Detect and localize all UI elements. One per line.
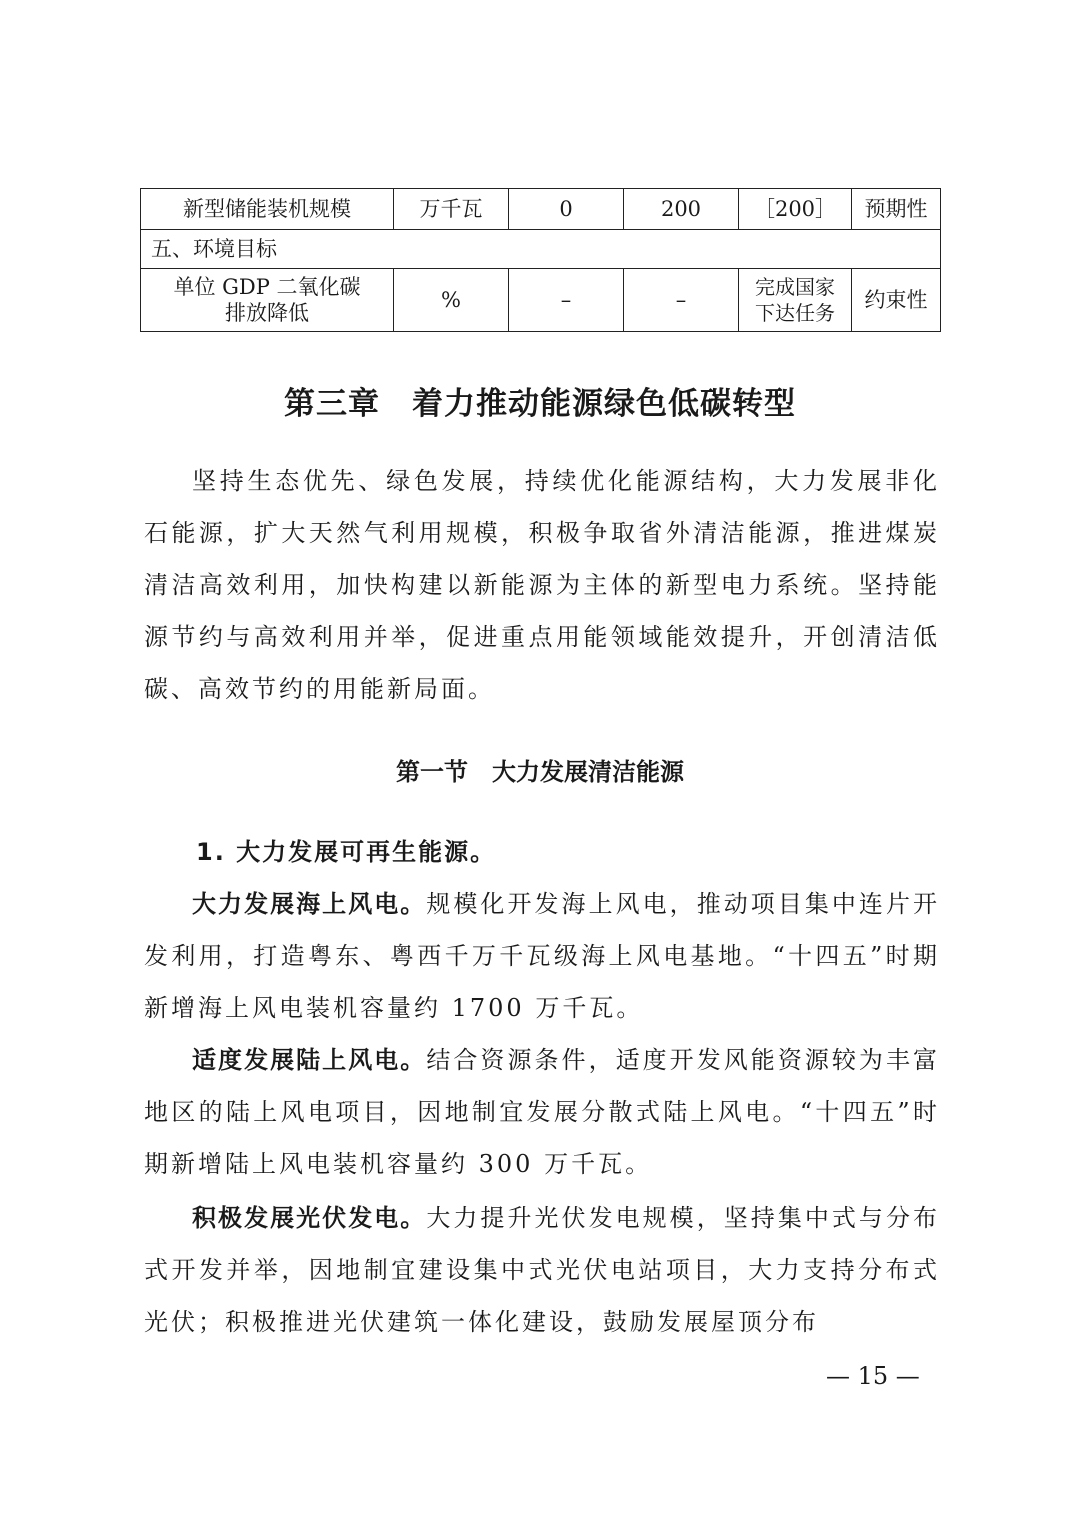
paragraph-solar [144,1192,940,1348]
target-cell [739,269,852,332]
paragraph-lead: 适度发展陆上风电。 [192,1046,427,1074]
value-cell: 200 [624,189,739,230]
paragraph-text: 大力提升光伏发电规模，坚持集中式与分布式开发并举，因地制宜建设集中式光伏电站项目，大力支持分布式光伏；积极推进光伏建筑一体化建设，鼓励发展屋顶分布 [144,1204,941,1336]
cumulative-cell: ［200］ [739,189,852,230]
value-cell: 0 [509,189,624,230]
targets-table [140,188,941,332]
paragraph-onshore-wind [144,1034,940,1190]
page-number: — 15 — [826,1362,920,1390]
table-row [141,189,941,230]
subheading: 1. 大力发展可再生能源。 [196,838,497,866]
indicator-cell: 新型储能装机规模 [141,189,394,230]
section-row-cell: 五、环境目标 [141,230,941,269]
value-cell: – [509,269,624,332]
indicator-line: 单位 GDP 二氧化碳 [173,275,361,299]
paragraph-text: 规模化开发海上风电，推动项目集中连片开发利用，打造粤东、粤西千万千瓦级海上风电基地。“十四五”时期新增海上风电装机容量约 1700 万千瓦。 [144,890,941,1022]
paragraph-lead: 大力发展海上风电。 [192,890,427,918]
unit-cell: % [394,269,509,332]
target-line: 下达任务 [755,301,835,325]
unit-cell: 万千瓦 [394,189,509,230]
table-row [141,230,941,269]
chapter-title: 第三章 着力推动能源绿色低碳转型 [284,386,796,422]
intro-paragraph: 坚持生态优先、绿色发展，持续优化能源结构，大力发展非化石能源，扩大天然气利用规模，积极争取省外清洁能源，推进煤炭清洁高效利用，加快构建以新能源为主体的新型电力系统。坚持能源节约与高效利用并举，促进重点用能领域能效提升，开创清洁低碳、高效节约的用能新局面。 [144,467,940,703]
target-line: 完成国家 [755,275,835,299]
attribute-cell: 预期性 [852,189,941,230]
table-row [141,269,941,332]
paragraph-lead: 积极发展光伏发电。 [192,1204,427,1232]
section-title: 第一节 大力发展清洁能源 [396,758,684,786]
paragraph-text: 结合资源条件，适度开发风能资源较为丰富地区的陆上风电项目，因地制宜发展分散式陆上风电。“十四五”时期新增陆上风电装机容量约 300 万千瓦。 [144,1046,941,1178]
indicator-cell [141,269,394,332]
attribute-cell: 约束性 [852,269,941,332]
indicator-line: 排放降低 [225,301,309,325]
value-cell: – [624,269,739,332]
paragraph-offshore-wind [144,878,940,1034]
